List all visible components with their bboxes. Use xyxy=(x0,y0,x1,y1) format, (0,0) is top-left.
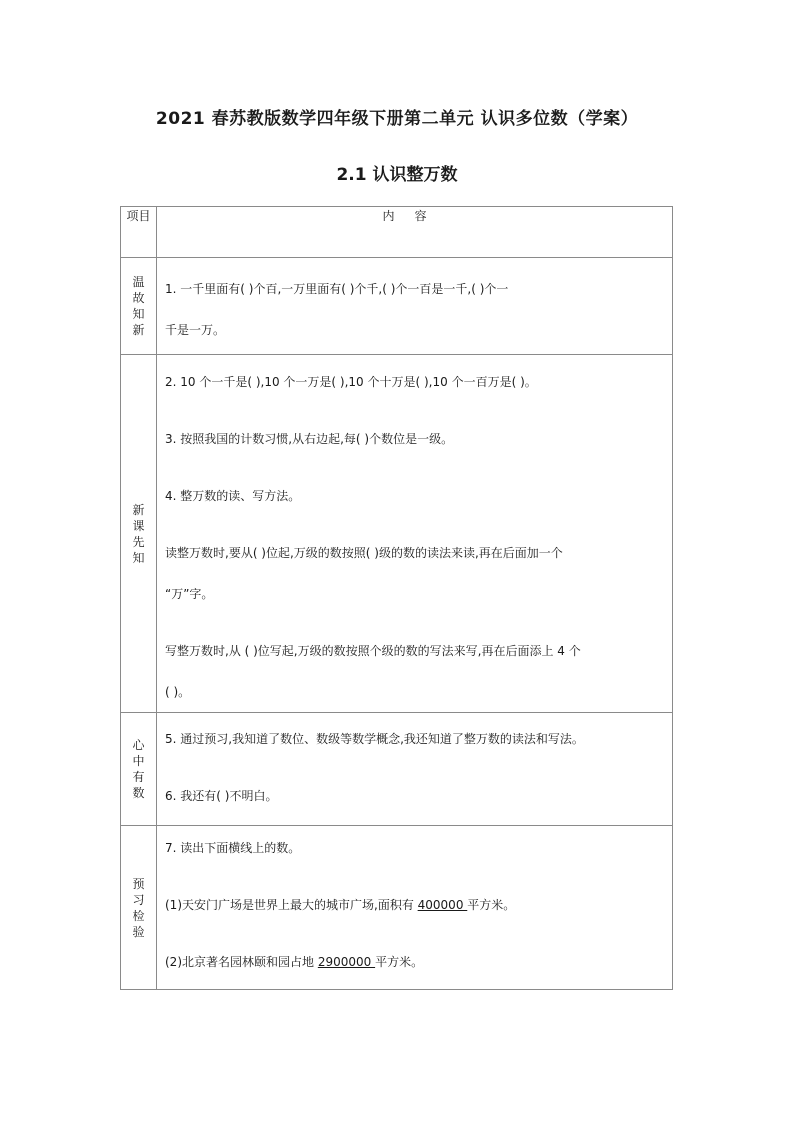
question-3: 3. 按照我国的计数习惯,从右边起,每( )个数位是一级。 xyxy=(165,432,454,446)
row-content-reflection xyxy=(157,713,673,826)
header-content-label: 内容 xyxy=(157,207,673,258)
row-label-reflection: 心 中 有 数 xyxy=(121,713,157,826)
row-content-check xyxy=(157,826,673,990)
row-content-review xyxy=(157,258,673,355)
section-title: 2.1 认识整万数 xyxy=(336,165,458,185)
underlined-number: 400000 xyxy=(417,898,468,912)
reading-rule-line-2: “万”字。 xyxy=(165,587,214,601)
question-1-line-1: 1. 一千里面有( )个百,一万里面有( )个千,( )个一百是一千,( )个一 xyxy=(165,282,509,296)
header-item-label: 项目 xyxy=(121,207,157,258)
row-label-check: 预 习 检 验 xyxy=(121,826,157,990)
question-6: 6. 我还有( )不明白。 xyxy=(165,789,278,803)
writing-rule-line-1: 写整万数时,从 ( )位写起,万级的数按照个级的数的写法来写,再在后面添上 4 个 xyxy=(165,644,581,658)
table-row-check xyxy=(121,826,673,990)
row-label-preview: 新 课 先 知 xyxy=(121,355,157,713)
question-5: 5. 通过预习,我知道了数位、数级等数学概念,我还知道了整万数的读法和写法。 xyxy=(165,732,584,746)
reading-rule-line-1: 读整万数时,要从( )位起,万级的数按照( )级的数的读法来读,再在后面加一个 xyxy=(165,546,563,560)
study-sheet-table xyxy=(120,206,673,990)
table-row-review xyxy=(121,258,673,355)
table-row-reflection xyxy=(121,713,673,826)
writing-rule-line-2: ( )。 xyxy=(165,685,191,699)
question-4: 4. 整万数的读、写方法。 xyxy=(165,489,301,503)
question-7: 7. 读出下面横线上的数。 xyxy=(165,841,301,855)
question-7-item-1: (1)天安门广场是世界上最大的城市广场,面积有 400000 平方米。 xyxy=(165,898,516,912)
row-label-review: 温 故 知 新 xyxy=(121,258,157,355)
row-content-preview xyxy=(157,355,673,713)
question-7-item-2: (2)北京著名园林颐和园占地 2900000 平方米。 xyxy=(165,955,424,969)
table-header-row xyxy=(121,207,673,258)
document-title: 2021 春苏教版数学四年级下册第二单元 认识多位数（学案） xyxy=(155,109,639,129)
underlined-number: 2900000 xyxy=(317,955,376,969)
question-2: 2. 10 个一千是( ),10 个一万是( ),10 个十万是( ),10 个一百万是( )。 xyxy=(165,375,537,389)
table-row-preview xyxy=(121,355,673,713)
question-1-line-2: 千是一万。 xyxy=(165,323,226,337)
